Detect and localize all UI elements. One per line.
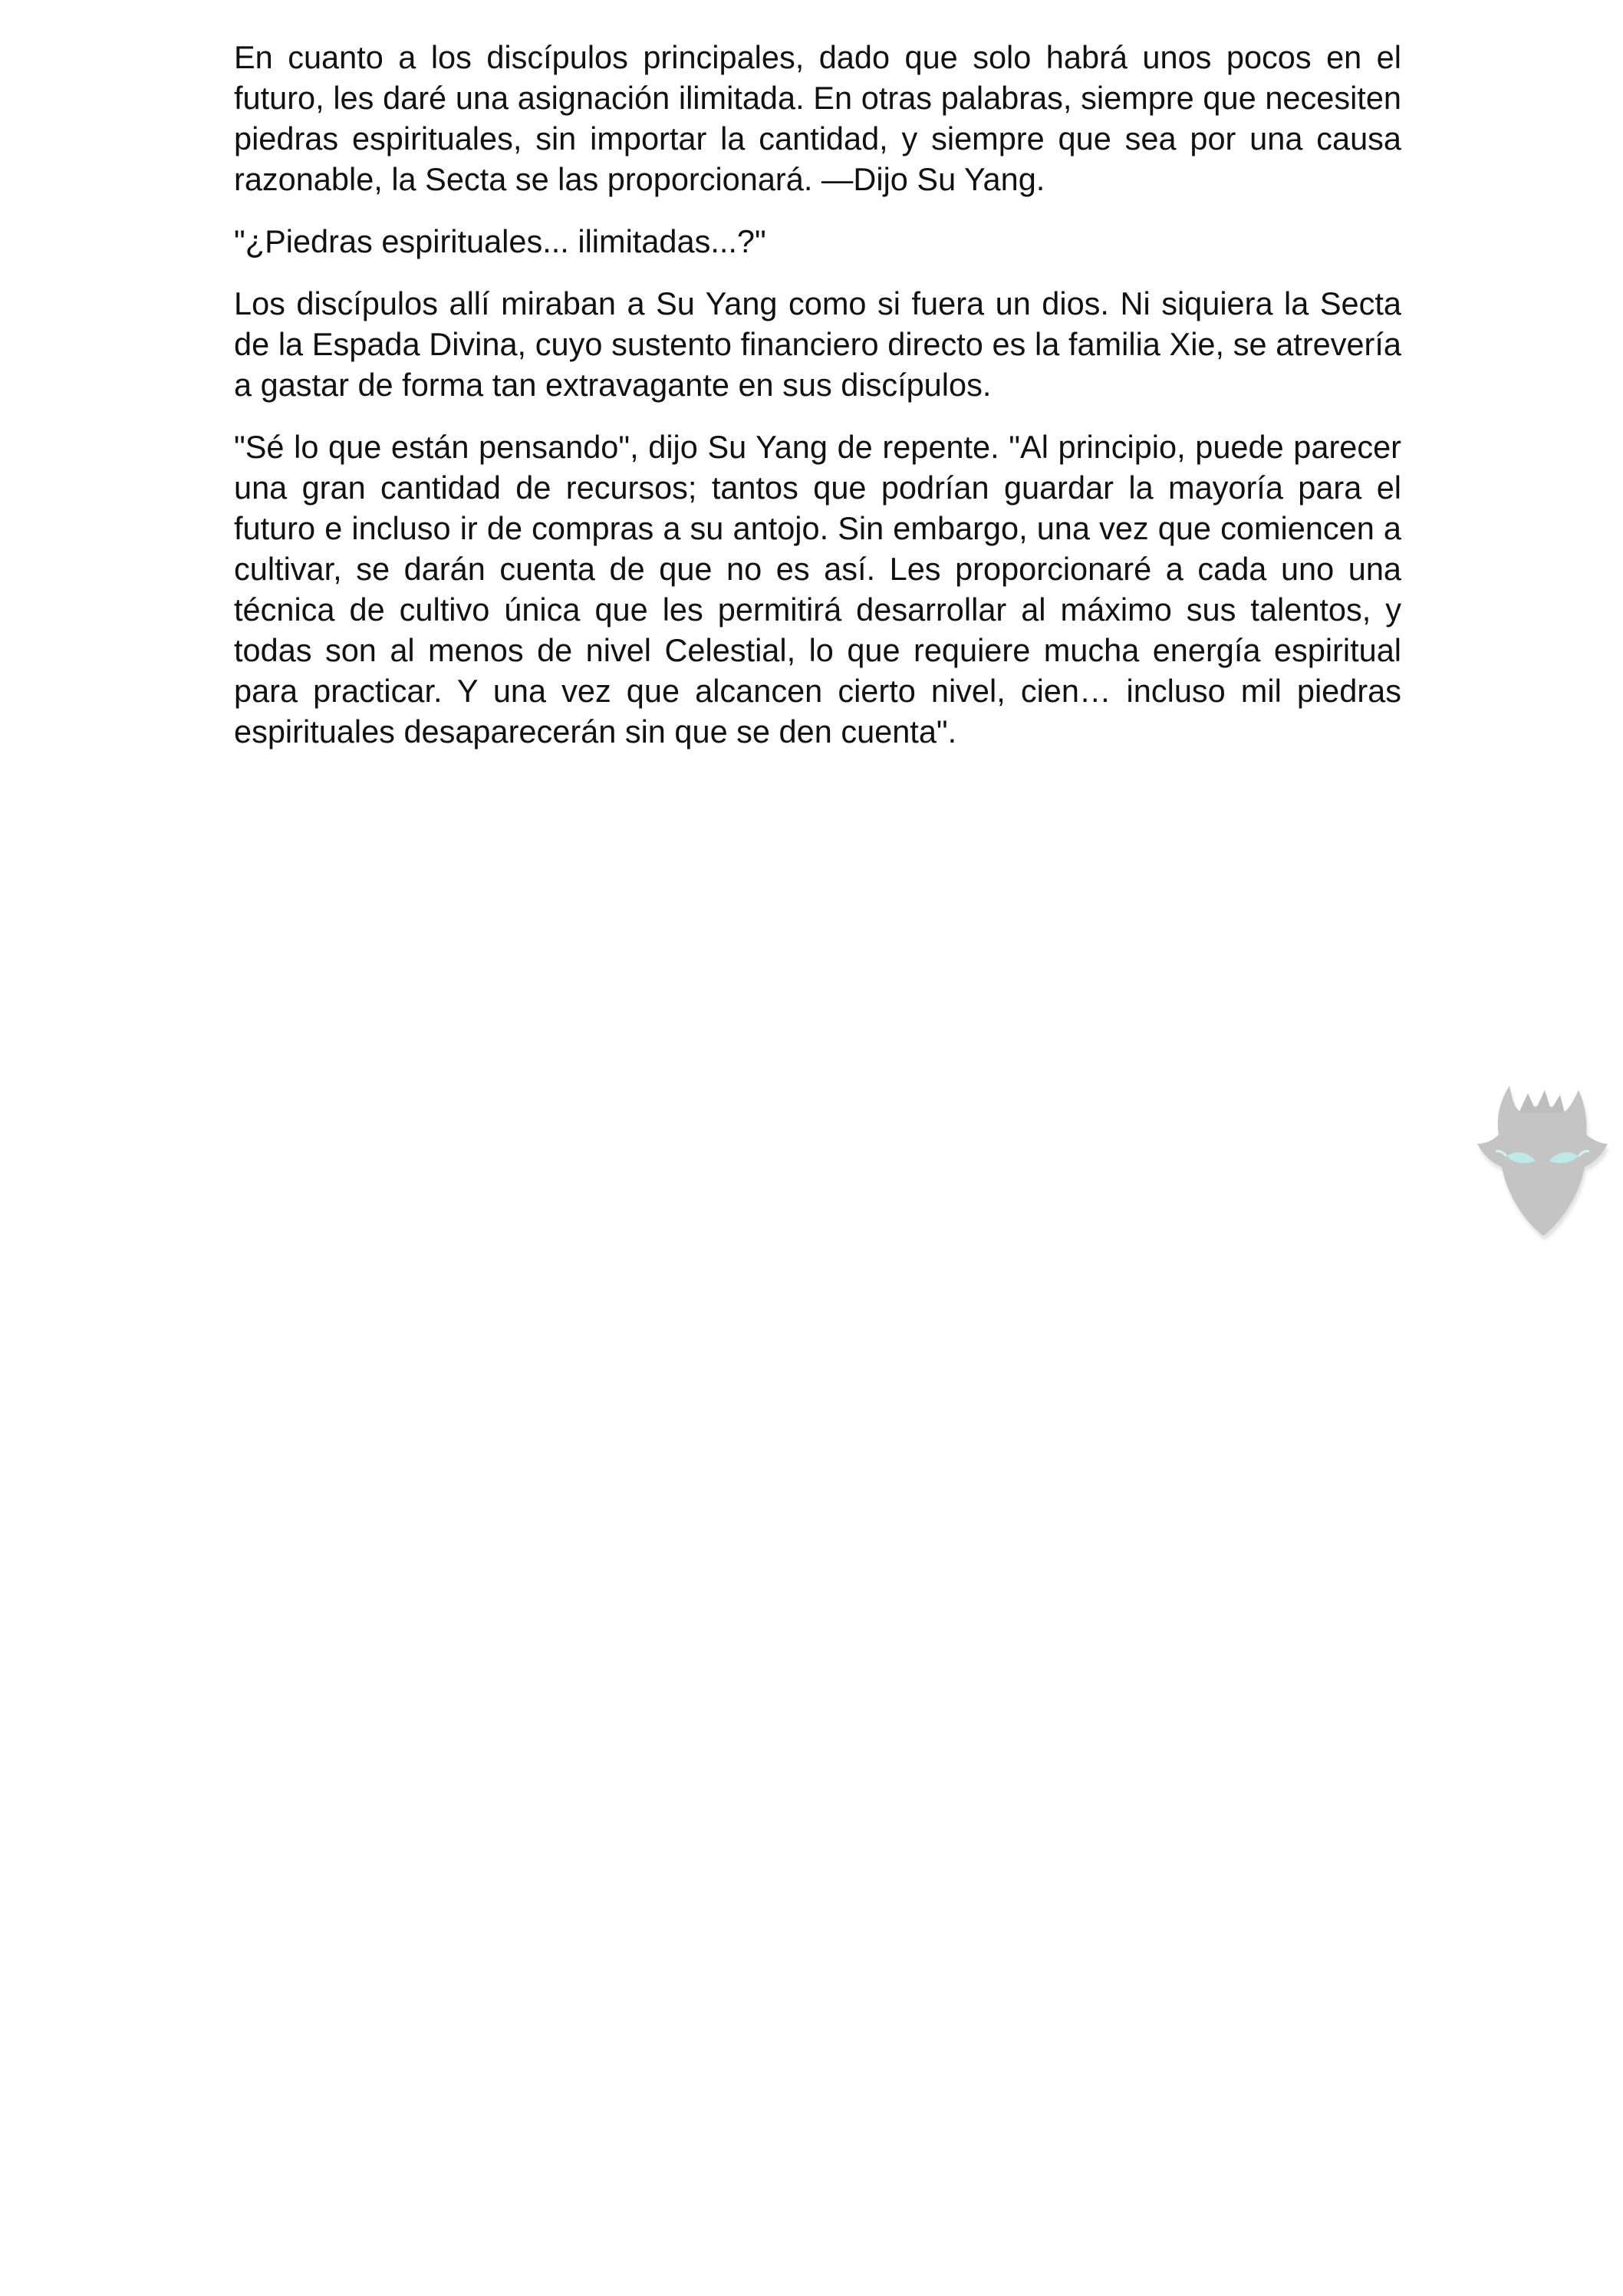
paragraph-1: En cuanto a los discípulos principales, dado que solo habrá unos pocos en el futuro, les daré una asignación ilimitada. En otras palabras, siempre que necesiten piedras espirituales, sin importar la cantidad, y siempre que sea por una causa razonable, la Secta se las proporcionará. —Dijo Su Yang. — [234, 39, 1401, 197]
paragraph-2: "¿Piedras espirituales... ilimitadas...?" — [234, 223, 766, 259]
demon-head-icon — [1465, 1070, 1618, 1254]
paragraph-3: Los discípulos allí miraban a Su Yang como si fuera un dios. Ni siquiera la Secta de la Espada Divina, cuyo sustento financiero directo es la familia Xie, se atrevería a gastar de forma tan extravagante en sus discípulos. — [234, 285, 1401, 403]
paragraph-4: "Sé lo que están pensando", dijo Su Yang de repente. "Al principio, puede parecer una gran cantidad de recursos; tantos que podrían guardar la mayoría para el futuro e incluso ir de compras a su antojo. Sin embargo, una vez que comiencen a cultivar, se darán cuenta de que no es así. Les proporcionaré a cada uno una técnica de cultivo única que les permitirá desarrollar al máximo sus talentos, y todas son al menos de nivel Celestial, lo que requiere mucha energía espiritual para practicar. Y una vez que alcancen cierto nivel, cien… incluso mil piedras espirituales desaparecerán sin que se den cuenta". — [234, 429, 1401, 749]
text-column — [234, 37, 1401, 773]
